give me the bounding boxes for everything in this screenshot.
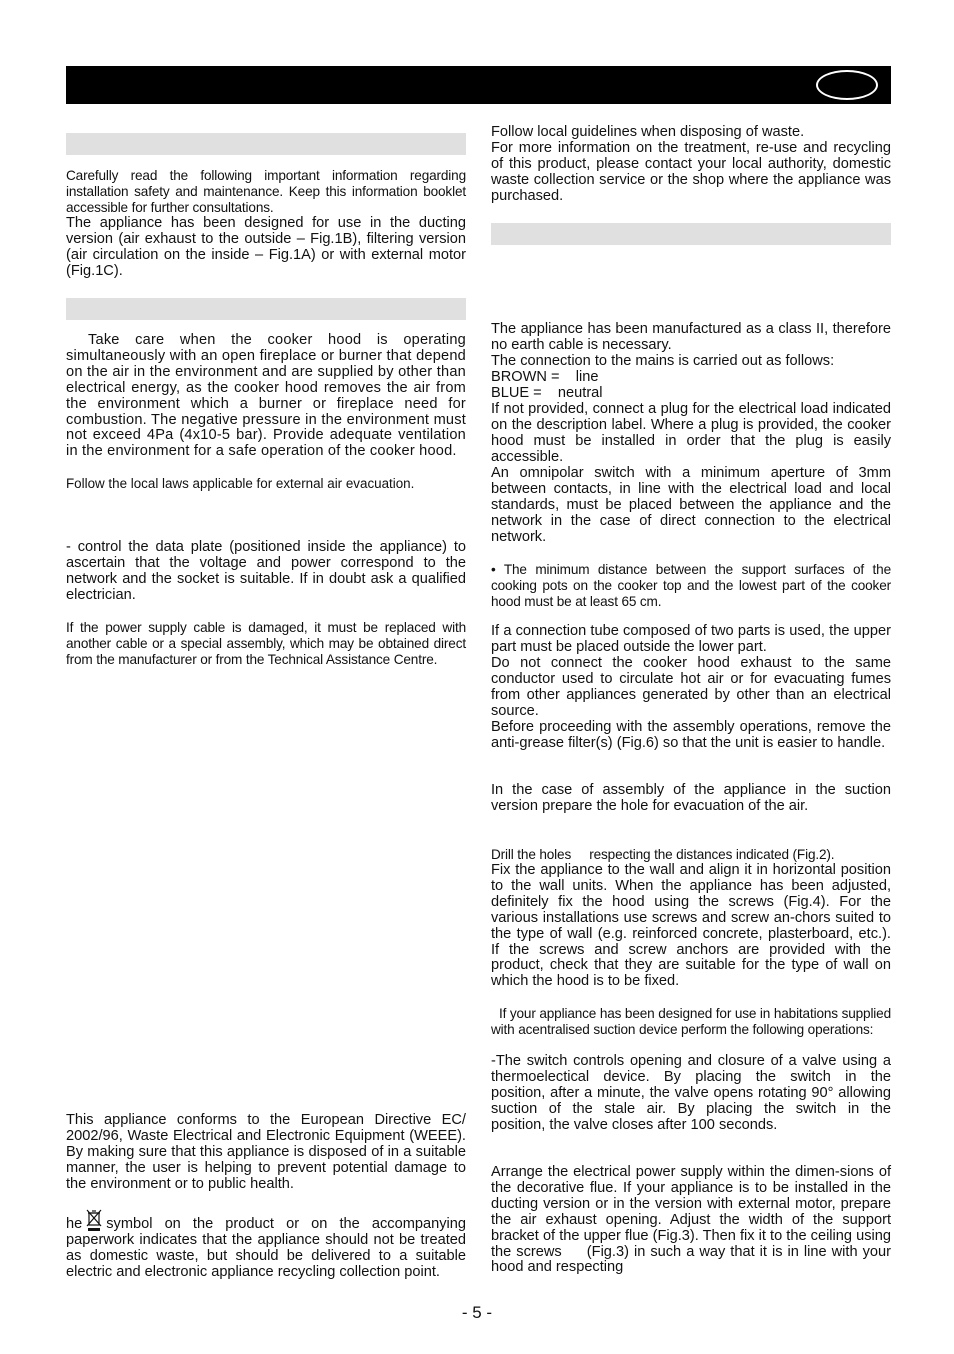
- weee-paragraph-1: This appliance conforms to the European Directive EC/ 2002/96, Waste Electrical and Electronic Equipment (WEEE). By making sure that this appliance is disposed of in a suitable manner, the user is helping to prevent potential damage to the environment or to public health.: [66, 1112, 466, 1192]
- drill-paragraph-1: Drill the holes respecting the distances indicated (Fig.2).: [491, 847, 835, 862]
- centralised-paragraph-1: If your appliance has been designed for use in habitations supplied with acentralised suction device perform the following operations:: [491, 1006, 892, 1037]
- class-paragraph-2: The connection to the mains is carried out as follows:: [491, 353, 835, 369]
- weee-text-start: he: [66, 1216, 83, 1232]
- disposal-paragraph-2: For more information on the treatment, re-use and recycling of this product, please contact your local authority, domestic waste collection service or the shop where the appliance was purchased.: [491, 140, 891, 204]
- wire-blue: BLUE = neutral: [491, 385, 603, 401]
- tube-paragraph-1: If a connection tube composed of two parts is used, the upper part must be placed outside the lower part.: [491, 623, 891, 655]
- section-bar-introduction: [66, 133, 466, 155]
- plug-paragraph: If not provided, connect a plug for the electrical load indicated on the description label. Where a plug is provided, the cooker hood must be installed in order that the plug is easily accessible.: [491, 401, 891, 465]
- disposal-paragraph-1: Follow local guidelines when disposing of waste.: [491, 124, 805, 140]
- safety-paragraph-2: Follow the local laws applicable for external air evacuation.: [66, 476, 415, 491]
- intro-paragraph-2: The appliance has been designed for use in the ducting version (air exhaust to the outside – Fig.1B), filtering version (air circulation on the inside – Fig.1A) or with external motor (Fig.1C).: [66, 215, 466, 279]
- suction-paragraph: In the case of assembly of the appliance in the suction version prepare the hole for evacuation of the air.: [491, 782, 891, 814]
- section-bar-installation: [491, 223, 891, 245]
- crossed-out-bin-icon: [86, 1209, 102, 1231]
- power-cable-paragraph: If the power supply cable is damaged, it must be replaced with another cable or a special assembly, which may be obtained direct from the manufacturer or from the Technical Assistance Centre.: [66, 620, 466, 667]
- page-number: - 5 -: [461, 1303, 493, 1322]
- section-bar-safety: [66, 298, 466, 320]
- weee-text-rest: symbol on the product or on the accompanying paperwork indicates that the appliance should not be treated as domestic waste, but should be delivered to a suitable electric and electronic appliance recycling collection point.: [66, 1216, 466, 1280]
- flue-paragraph: Arrange the electrical power supply within the dimen-sions of the decorative flue. If your appliance is to be installed in the ducting version or in the version with external motor, prepare the air exhaust opening. Adjust the width of the support bracket of the upper flue (Fig.3). Then fix it to the ceiling using the screws (Fig.3) in such a way that it is in line with your hood and respecting: [491, 1164, 896, 1276]
- wire-brown: BROWN = line: [491, 369, 599, 385]
- distance-paragraph: • The minimum distance between the support surfaces of the cooking pots on the cooker top and the lowest part of the cooker hood must be at least 65 cm.: [491, 562, 891, 609]
- centralised-paragraph-2: -The switch controls opening and closure of a valve using a thermoelectical device. By placing the switch in the position, after a minute, the valve opens rotating 90° allowing suction of the stale air. By placing the switch in the position, the valve closes after 100 seconds.: [491, 1053, 932, 1133]
- drill-paragraph-2: Fix the appliance to the wall and align it in horizontal position to the wall units. When the appliance has been adjusted, definitely fix the hood using the screws (Fig.4). For the various installations use screws and screw an-chors suited to the type of wall (e.g. reinforced concrete, plasterboard, etc.). If the screws and screw anchors are provided with the product, check that they are suitable for the type of wall on which the hood is to be fixed.: [491, 862, 891, 990]
- data-plate-paragraph: - control the data plate (positioned inside the appliance) to ascertain that the voltage and power correspond to the network and the socket is suitable. If in doubt ask a qualified electrician.: [66, 539, 466, 603]
- intro-paragraph-1: Carefully read the following important information regarding installation safety and maintenance. Keep this information booklet accessible for further consultations.: [66, 168, 466, 215]
- weee-paragraph-2: [66, 1209, 466, 1281]
- header-banner: [66, 66, 891, 104]
- class-paragraph-1: The appliance has been manufactured as a class II, therefore no earth cable is necessary.: [491, 321, 891, 353]
- tube-paragraph-3: Before proceeding with the assembly operations, remove the anti-grease filter(s) (Fig.6) so that the unit is easier to handle.: [491, 719, 891, 751]
- switch-paragraph: An omnipolar switch with a minimum aperture of 3mm between contacts, in line with the electrical load and local standards, must be placed between the appliance and the network in the case of direct connection to the electrical network.: [491, 465, 891, 545]
- tube-paragraph-2: Do not connect the cooker hood exhaust to the same conductor used to circulate hot air or for evacuating fumes from other appliances generated by other than an electrical source.: [491, 655, 891, 719]
- language-badge-oval: [816, 70, 878, 100]
- safety-paragraph-1: Take care when the cooker hood is operating simultaneously with an open fireplace or burner that depend on the air in the environment and are supplied by other than electrical energy, as the cooker hood removes the air from the environment which a burner or fireplace need for combustion. The negative pressure in the environment must not exceed 4Pa (4x10-5 bar). Provide adequate ventilation in the environment for a safe operation of the cooker hood.: [66, 332, 466, 460]
